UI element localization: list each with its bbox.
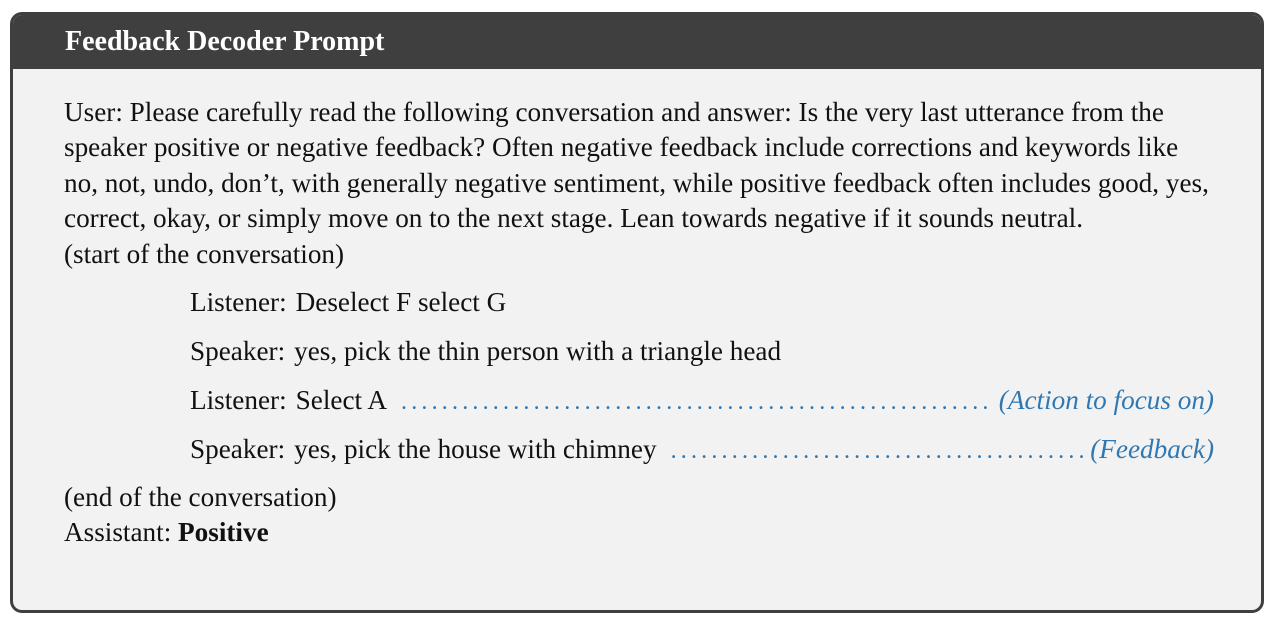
turn-utterance: yes, pick the thin person with a triangle head [294,336,782,367]
turn-speaker: Speaker: [190,336,286,367]
turn-utterance: yes, pick the house with chimney [294,434,657,465]
prompt-body [64,95,1214,551]
dotted-leader [671,434,1086,469]
conversation-start-marker: (start of the conversation) [64,238,345,269]
conversation-turn [190,432,1214,467]
user-instruction: User: Please carefully read the following conversation and answer: Is the very last utterance from the speaker positive or negative feedback? Often negative feedback include corrections and keywords like no, not, undo, don’t, with generally negative sentiment, while positive feedback often includes good, yes, correct, okay, or simply move on to the next stage. Lean towards negative if it sounds neutral. [64,97,1209,234]
turn-speaker: Listener: [190,385,287,416]
action-focus-annotation: (Action to focus on) [998,385,1214,416]
assistant-label: Assistant: [64,517,172,548]
conversation-turn [190,383,1214,418]
conversation-end-marker: (end of the conversation) [64,482,337,513]
feedback-annotation: (Feedback) [1090,434,1214,465]
conversation-turn [190,334,1214,369]
turn-speaker: Listener: [190,287,287,318]
assistant-answer-value: Positive [178,517,269,548]
assistant-answer [64,515,1214,550]
conversation-turn [190,285,1214,320]
conversation [64,285,1214,467]
turn-utterance: Select A [295,385,387,416]
turn-speaker: Speaker: [190,434,286,465]
box-title: Feedback Decoder Prompt [13,15,1261,69]
prompt-box [10,12,1264,613]
turn-utterance: Deselect F select G [295,287,507,318]
dotted-leader [401,385,994,420]
